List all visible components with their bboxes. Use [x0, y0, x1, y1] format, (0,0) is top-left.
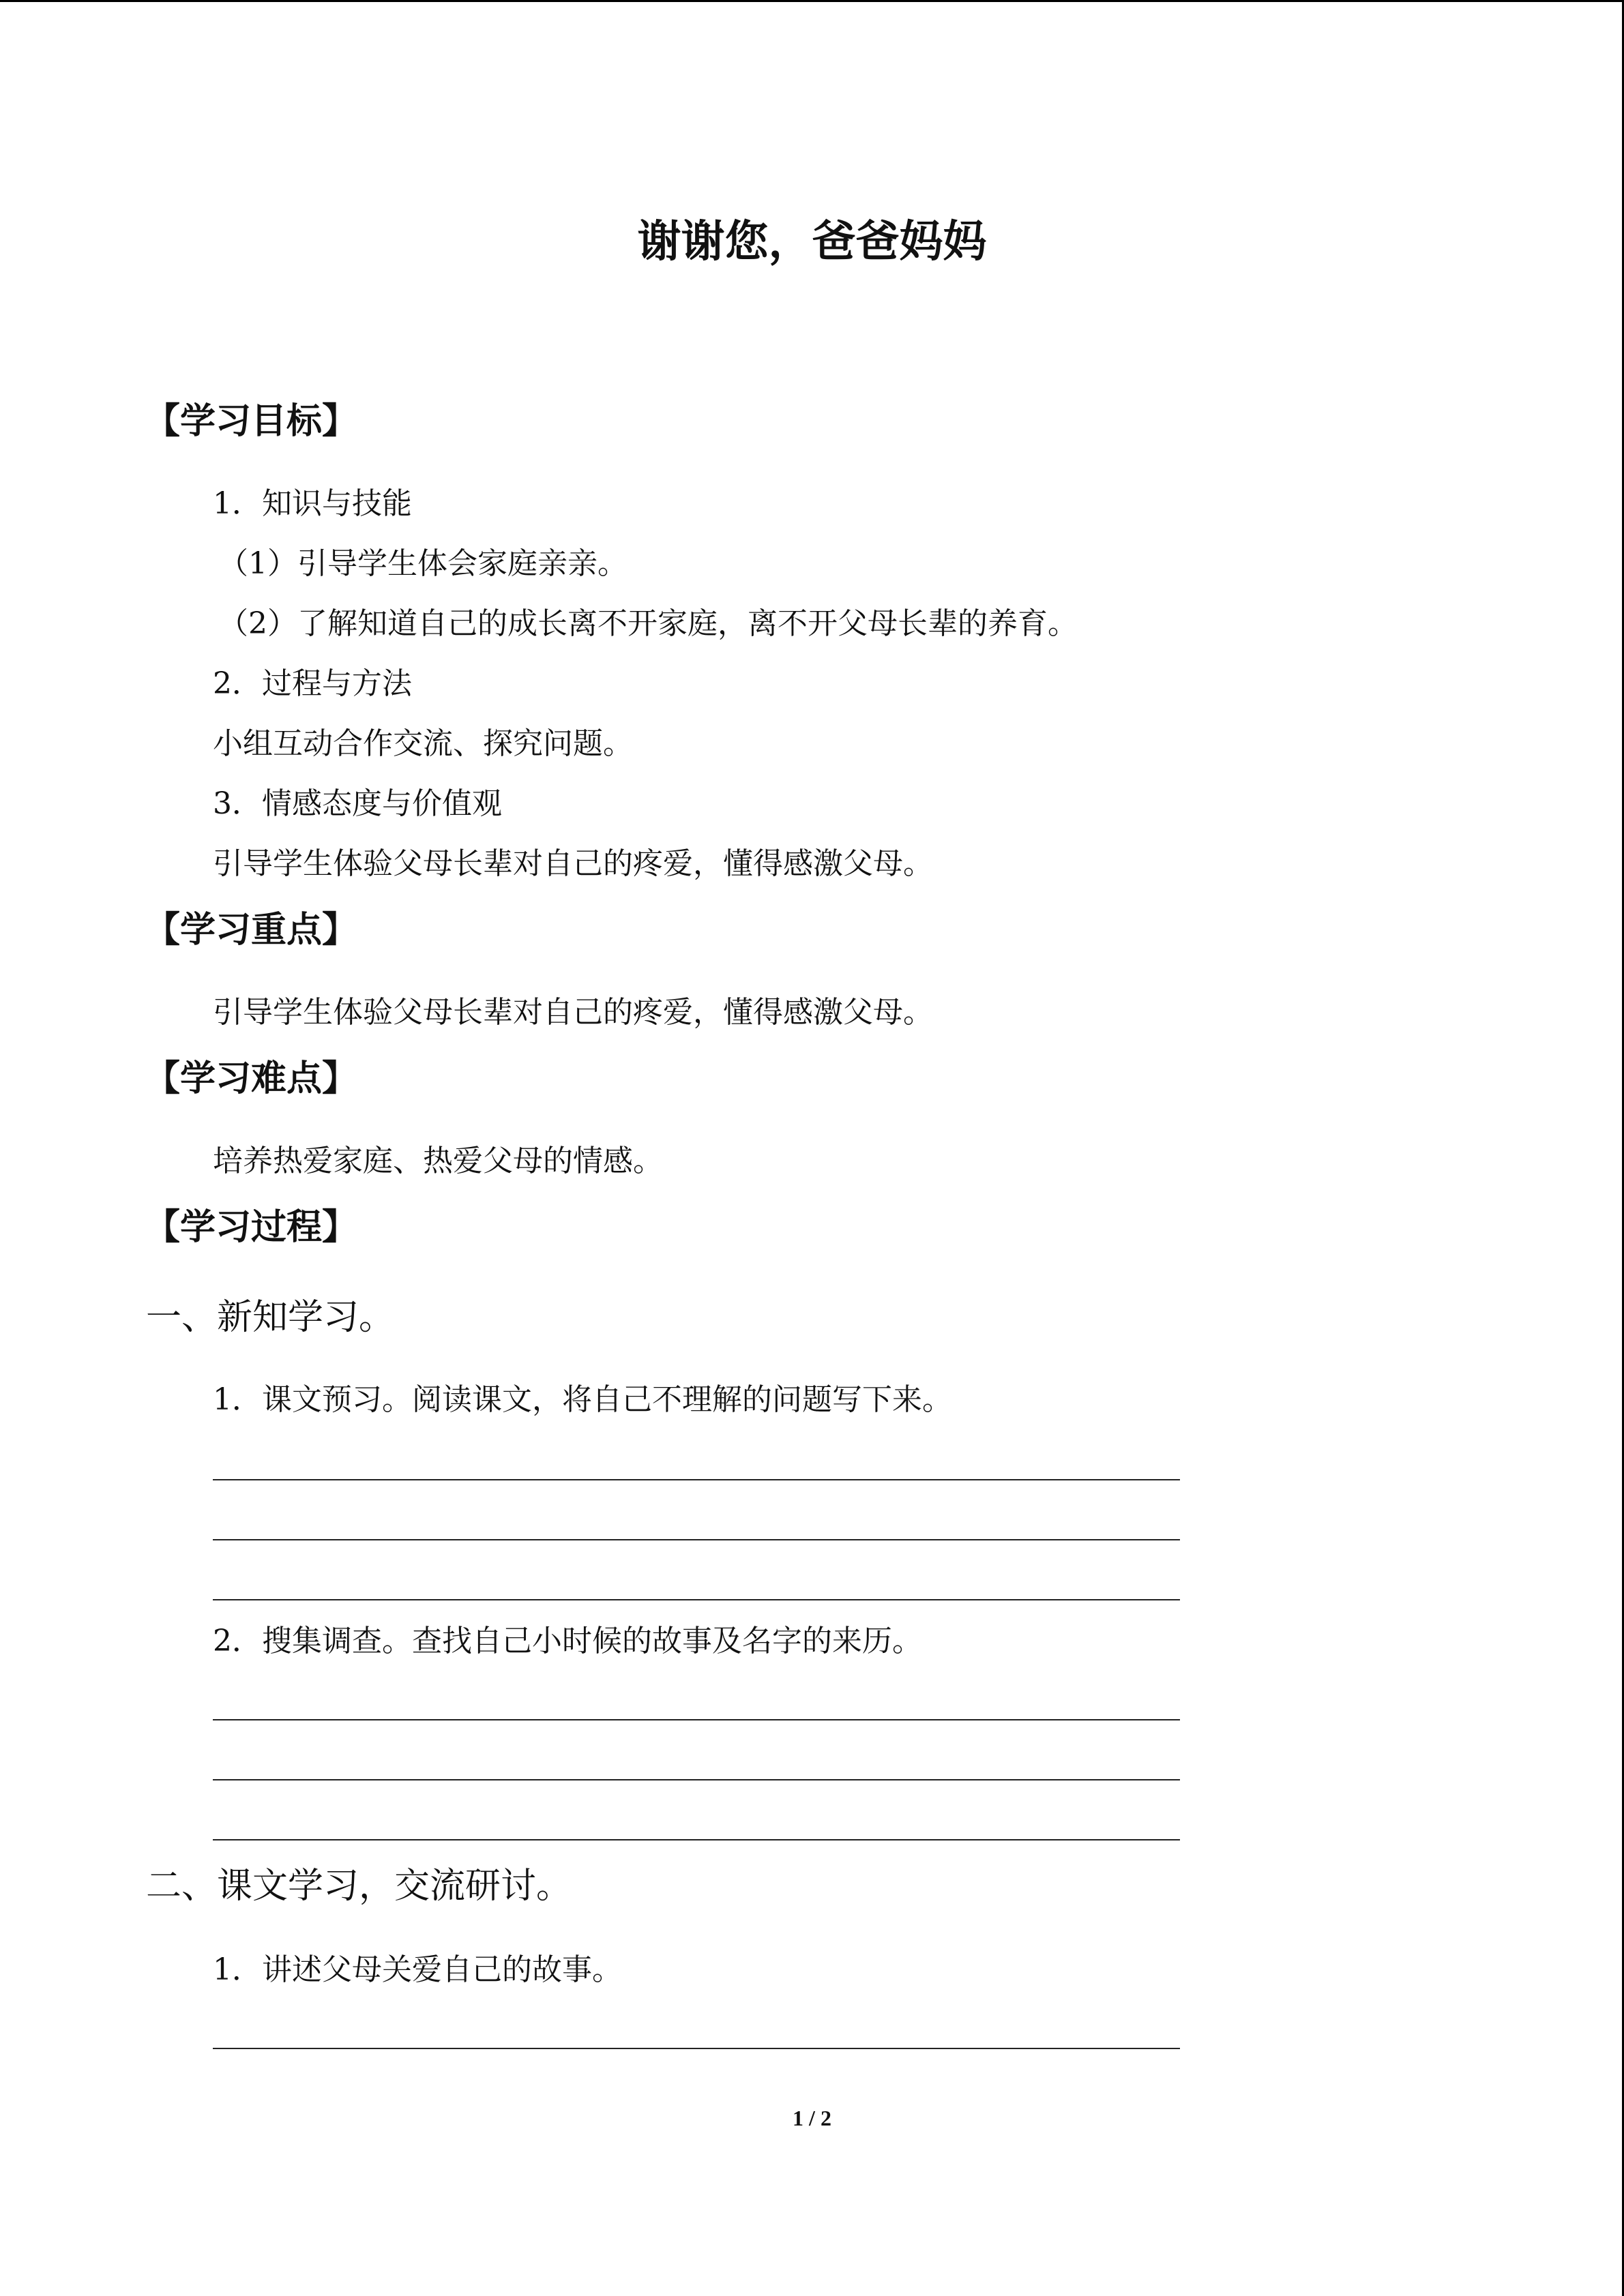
objective-item-2-text: 小组互动合作交流、探究问题。: [213, 726, 633, 761]
key-points-heading: 【学习重点】: [145, 910, 358, 951]
answer-line[interactable]: [213, 2048, 1180, 2049]
difficulties-heading: 【学习难点】: [145, 1058, 358, 1099]
answer-line[interactable]: [213, 1779, 1180, 1780]
difficulties-text: 培养热爱家庭、热爱父母的情感。: [213, 1144, 663, 1178]
answer-line[interactable]: [213, 1839, 1180, 1840]
part1-question-1: 1．课文预习。阅读课文，将自己不理解的问题写下来。: [213, 1382, 952, 1417]
answer-line[interactable]: [213, 1539, 1180, 1540]
objective-item-3: 3．情感态度与价值观: [213, 786, 502, 821]
part1-title: 一、新知学习。: [146, 1297, 395, 1338]
page-number: 1 / 2: [793, 2106, 831, 2130]
page-title: 谢谢您，爸爸妈妈: [637, 217, 987, 267]
answer-line[interactable]: [213, 1599, 1180, 1600]
objective-item-2: 2．过程与方法: [213, 666, 412, 701]
part1-question-2: 2．搜集调查。查找自己小时候的故事及名字的来历。: [213, 1624, 922, 1658]
answer-line[interactable]: [213, 1719, 1180, 1720]
part2-question-1: 1．讲述父母关爱自己的故事。: [213, 1952, 622, 1987]
objective-item-3-text: 引导学生体验父母长辈对自己的疼爱，懂得感激父母。: [213, 846, 933, 881]
process-heading: 【学习过程】: [145, 1207, 358, 1248]
answer-line[interactable]: [213, 1479, 1180, 1480]
key-points-text: 引导学生体验父母长辈对自己的疼爱，懂得感激父母。: [213, 995, 933, 1030]
objective-item-1b: （2）了解知道自己的成长离不开家庭，离不开父母长辈的养育。: [218, 606, 1078, 641]
part2-title: 二、课文学习，交流研讨。: [146, 1866, 572, 1907]
objectives-heading: 【学习目标】: [145, 401, 358, 442]
objective-item-1a: （1）引导学生体会家庭亲亲。: [218, 546, 628, 581]
objective-item-1: 1．知识与技能: [213, 486, 412, 521]
